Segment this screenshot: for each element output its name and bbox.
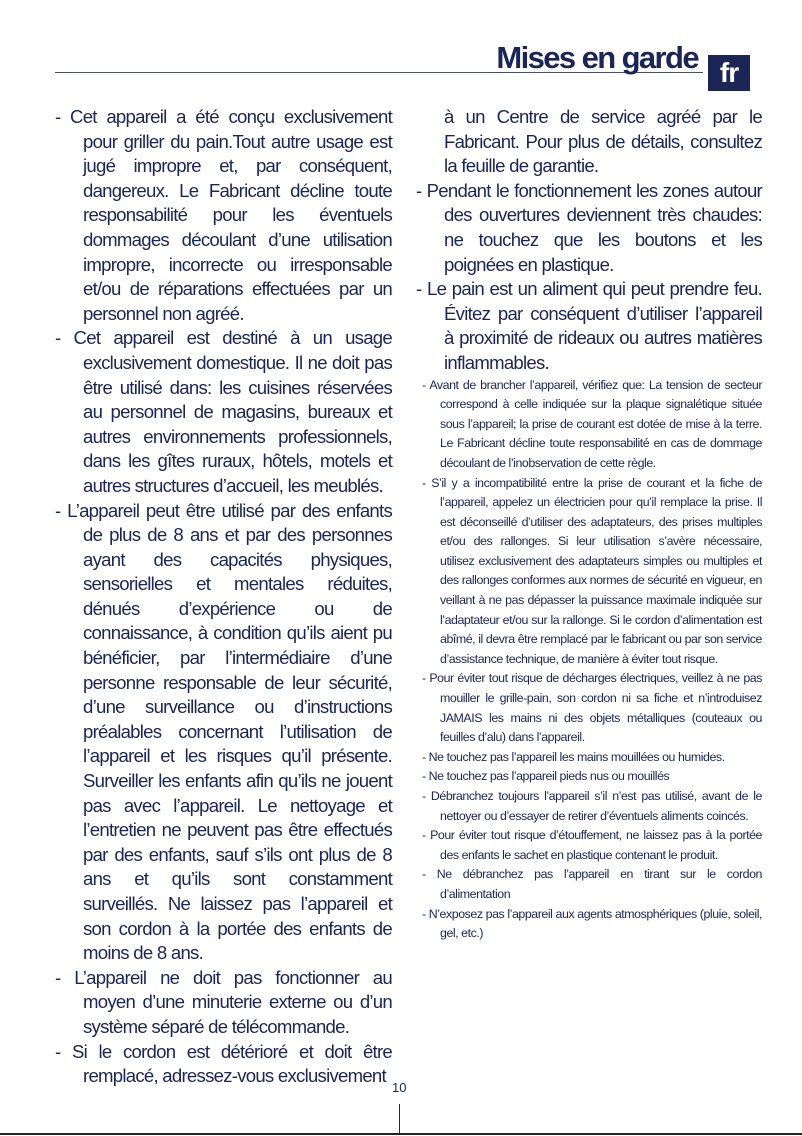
language-badge: fr (708, 55, 750, 91)
warning-item: - Ne débranchez pas l’appareil en tirant sur le cordon d’alimentation (422, 867, 762, 901)
warning-item: - L’appareil peut être utilisé par des enfants de plus de 8 ans et par des personnes ayant des capacités physiques, sensorielles et mentales réduites, dénués d’expérience ou de connaissance, à condition qu’ils aient pu bénéficier, par l’intermédiaire d’une personne responsable de leur sécurité, d’une surveillance ou d’instructions préalables concernant l’utilisation de l’appareil et les risques qu’il présente. Surveiller les enfants afin qu’ils ne jouent pas avec l’appareil. Le nettoyage et l’entretien ne peuvent pas être effectués par des enfants, sauf s’ils ont plus de 8 ans et qu’ils sont constamment surveillés. Ne laissez pas l’appareil et son cordon à la portée des enfants de moins de 8 ans. (55, 499, 392, 964)
warning-item: - Cet appareil est destiné à un usage exclusivement domestique. Il ne doit pas être utilisé dans: les cuisines réservées au personnel de magasins, bureaux et autres environnements professionnels, dans les gîtes ruraux, hôtels, motels et autres structures d’accueil, les meublés. (55, 327, 392, 496)
warning-item: - Le pain est un aliment qui peut prendre feu. Évitez par conséquent d’utiliser l’appareil à proximité de rideaux ou autres matières inflammables. (416, 278, 762, 373)
warning-item: - Débranchez toujours l’appareil s’il n’est pas utilisé, avant de le nettoyer ou d’essayer de retirer d’éventuels aliments coincés. (422, 789, 762, 823)
warning-item: - Ne touchez pas l’appareil les mains mouillées ou humides. (422, 749, 725, 764)
warning-item: - Pendant le fonctionnement les zones autour des ouvertures deviennent très chaudes: ne touchez que les boutons et les poignées en plastique. (416, 179, 762, 275)
warning-item: - Cet appareil a été conçu exclusivement pour griller du pain.Tout autre usage est jugé impropre et, par conséquent, dangereux. Le Fabricant décline toute responsabilité pour les éventuels dommages découlant d’une utilisation impropre, incorrecte ou irresponsable et/ou de réparations effectuées par un personnel non agréé. (55, 106, 392, 324)
warning-item: - Ne touchez pas l’appareil pieds nus ou mouillés (422, 769, 670, 784)
warning-item: - Pour éviter tout risque de décharges électriques, veillez à ne pas mouiller le grille-pain, son cordon ni sa fiche et n’introduisez JAMAIS les mains ni des objets métalliques (couteaux ou feuilles d’alu) dans l’appareil. (422, 671, 762, 745)
warning-item: - S’il y a incompatibilité entre la prise de courant et la fiche de l’appareil, appelez un électricien pour qu’il remplace la prise. Il est déconseillé d’utiliser des adaptateurs, des prises multiples et/ou des rallonges. Si leur utilisation s’avère nécessaire, utilisez exclusivement des adaptateurs simples ou multiples et des rallonges conformes aux normes de sécurité en vigueur, en veillant à ne pas dépasser la puissance maximale indiquée sur l’adaptateur et/ou sur la rallonge. Si le cordon d’alimentation est abîmé, il devra être remplacé par le fabricant ou par son service d’assistance technique, de manière à éviter tout risque. (422, 475, 762, 666)
left-column (55, 105, 392, 1089)
page-title: Mises en garde (496, 40, 698, 75)
right-column (412, 105, 762, 944)
warning-item: - N’exposez pas l’appareil aux agents atmosphériques (pluie, soleil, gel, etc.) (422, 906, 762, 941)
warning-item: - Avant de brancher l’appareil, vérifiez que: La tension de secteur correspond à celle indiquée sur la plaque signalétique située sous l’appareil; la prise de courant est dotée de mise à la terre. Le Fabricant décline toute responsabilité en cas de dommage découlant de l’inobservation de cette règle. (422, 377, 762, 470)
warning-item: - Si le cordon est détérioré et doit être remplacé, adressez-vous exclusivement (55, 1040, 392, 1087)
bottom-rule (0, 1133, 802, 1135)
warning-item: - Pour éviter tout risque d’étouffement, ne laissez pas à la portée des enfants le sachet en plastique contenant le produit. (422, 828, 762, 862)
page-number: 10 (392, 1080, 407, 1095)
center-fold-line (399, 1104, 400, 1134)
warning-continuation: à un Centre de service agréé par le Fabricant. Pour plus de détails, consultez la feuille de garantie. (444, 106, 762, 177)
warning-item: - L’appareil ne doit pas fonctionner au moyen d’une minuterie externe ou d’un système séparé de télécommande. (55, 966, 392, 1037)
